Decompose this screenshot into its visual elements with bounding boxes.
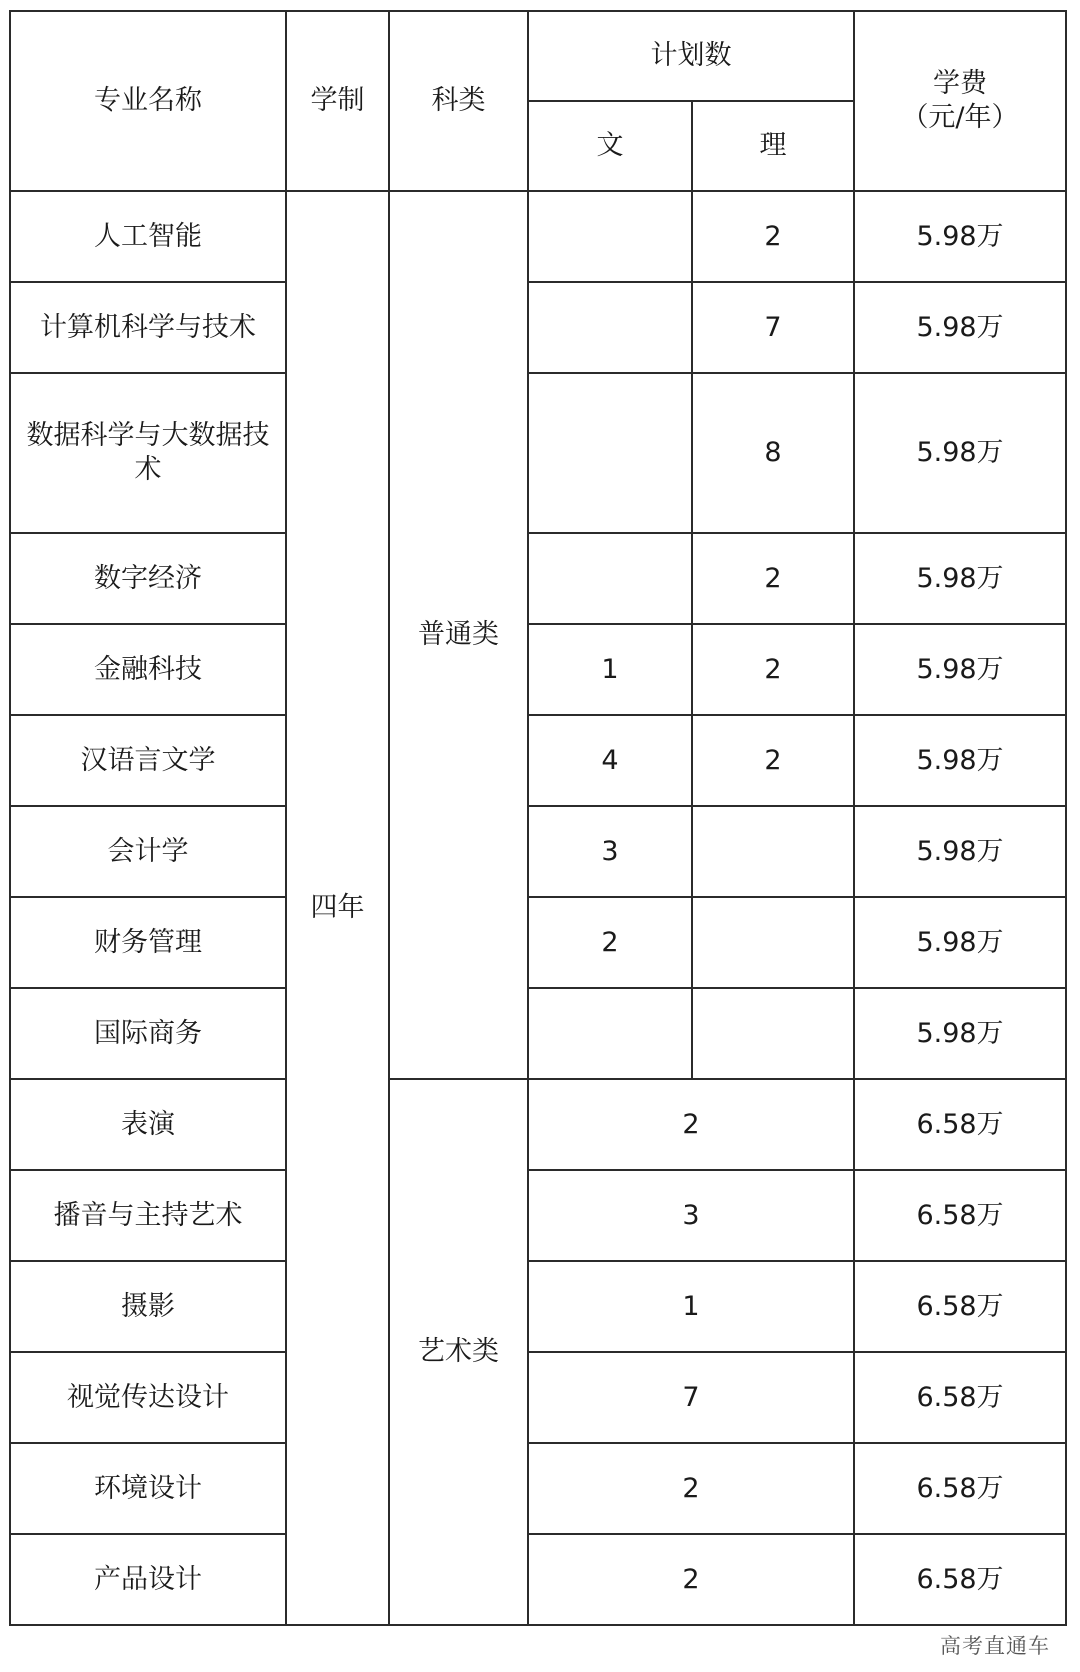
- major-cell: 计算机科学与技术: [10, 282, 286, 373]
- fee-cell: 5.98万: [854, 806, 1066, 897]
- fee-cell: 5.98万: [854, 988, 1066, 1079]
- wen-cell: 2: [528, 897, 692, 988]
- table-row: [10, 1079, 1066, 1170]
- li-cell: 2: [692, 533, 854, 624]
- fee-cell: 5.98万: [854, 624, 1066, 715]
- table-row: [10, 715, 1066, 806]
- table-row: [10, 1352, 1066, 1443]
- duration-cell: 四年: [286, 191, 389, 1625]
- fee-cell: 6.58万: [854, 1079, 1066, 1170]
- plan-cell: 3: [528, 1170, 854, 1261]
- major-cell: 产品设计: [10, 1534, 286, 1625]
- plan-cell: 1: [528, 1261, 854, 1352]
- li-cell: 8: [692, 373, 854, 533]
- table-row: [10, 533, 1066, 624]
- header-fee: [854, 11, 1066, 191]
- plan-cell: 7: [528, 1352, 854, 1443]
- major-cell: 人工智能: [10, 191, 286, 282]
- table-row: [10, 624, 1066, 715]
- li-cell: [692, 806, 854, 897]
- header-wen: 文: [528, 101, 692, 191]
- wen-cell: 1: [528, 624, 692, 715]
- major-cell: 数据科学与大数据技术: [10, 373, 286, 533]
- table-row: [10, 1534, 1066, 1625]
- li-cell: 2: [692, 715, 854, 806]
- header-fee-line1: 学费: [933, 68, 987, 99]
- fee-cell: 5.98万: [854, 897, 1066, 988]
- fee-cell: 5.98万: [854, 282, 1066, 373]
- major-cell: 国际商务: [10, 988, 286, 1079]
- plan-cell: 2: [528, 1079, 854, 1170]
- li-cell: [692, 897, 854, 988]
- major-cell: 摄影: [10, 1261, 286, 1352]
- major-cell: 环境设计: [10, 1443, 286, 1534]
- table-row: [10, 1170, 1066, 1261]
- fee-cell: 5.98万: [854, 373, 1066, 533]
- major-cell: 财务管理: [10, 897, 286, 988]
- li-cell: [692, 988, 854, 1079]
- plan-cell: 2: [528, 1534, 854, 1625]
- header-li: 理: [692, 101, 854, 191]
- li-cell: 7: [692, 282, 854, 373]
- fee-cell: 6.58万: [854, 1534, 1066, 1625]
- major-cell: 金融科技: [10, 624, 286, 715]
- fee-cell: 6.58万: [854, 1352, 1066, 1443]
- category-cell-art: 艺术类: [389, 1079, 528, 1625]
- major-cell: 数字经济: [10, 533, 286, 624]
- table-row: [10, 191, 1066, 282]
- major-cell: 汉语言文学: [10, 715, 286, 806]
- fee-cell: 6.58万: [854, 1261, 1066, 1352]
- fee-cell: 5.98万: [854, 533, 1066, 624]
- wen-cell: [528, 373, 692, 533]
- major-cell: 播音与主持艺术: [10, 1170, 286, 1261]
- major-cell: 视觉传达设计: [10, 1352, 286, 1443]
- header-duration: 学制: [286, 11, 389, 191]
- fee-cell: 6.58万: [854, 1443, 1066, 1534]
- fee-cell: 6.58万: [854, 1170, 1066, 1261]
- plan-cell: 2: [528, 1443, 854, 1534]
- fee-cell: 5.98万: [854, 715, 1066, 806]
- table-row: [10, 282, 1066, 373]
- table-row: [10, 897, 1066, 988]
- li-cell: 2: [692, 624, 854, 715]
- wen-cell: [528, 988, 692, 1079]
- major-cell: 表演: [10, 1079, 286, 1170]
- wen-cell: 4: [528, 715, 692, 806]
- header-category: 科类: [389, 11, 528, 191]
- header-fee-line2: （元/年）: [901, 102, 1019, 133]
- table-row: [10, 988, 1066, 1079]
- watermark: [940, 1630, 1050, 1660]
- category-cell-general: 普通类: [389, 191, 528, 1079]
- table-row: [10, 1443, 1066, 1534]
- table-row: [10, 806, 1066, 897]
- li-cell: 2: [692, 191, 854, 282]
- fee-cell: 5.98万: [854, 191, 1066, 282]
- wen-cell: [528, 191, 692, 282]
- table-row: [10, 1261, 1066, 1352]
- watermark-text: 高考直通车: [940, 1634, 1050, 1658]
- table-row: [10, 373, 1066, 533]
- wen-cell: 3: [528, 806, 692, 897]
- wen-cell: [528, 282, 692, 373]
- wen-cell: [528, 533, 692, 624]
- major-cell: 会计学: [10, 806, 286, 897]
- header-plan: 计划数: [528, 11, 854, 101]
- header-row-1: [10, 11, 1066, 101]
- header-major: 专业名称: [10, 11, 286, 191]
- admission-plan-table: [9, 10, 1067, 1626]
